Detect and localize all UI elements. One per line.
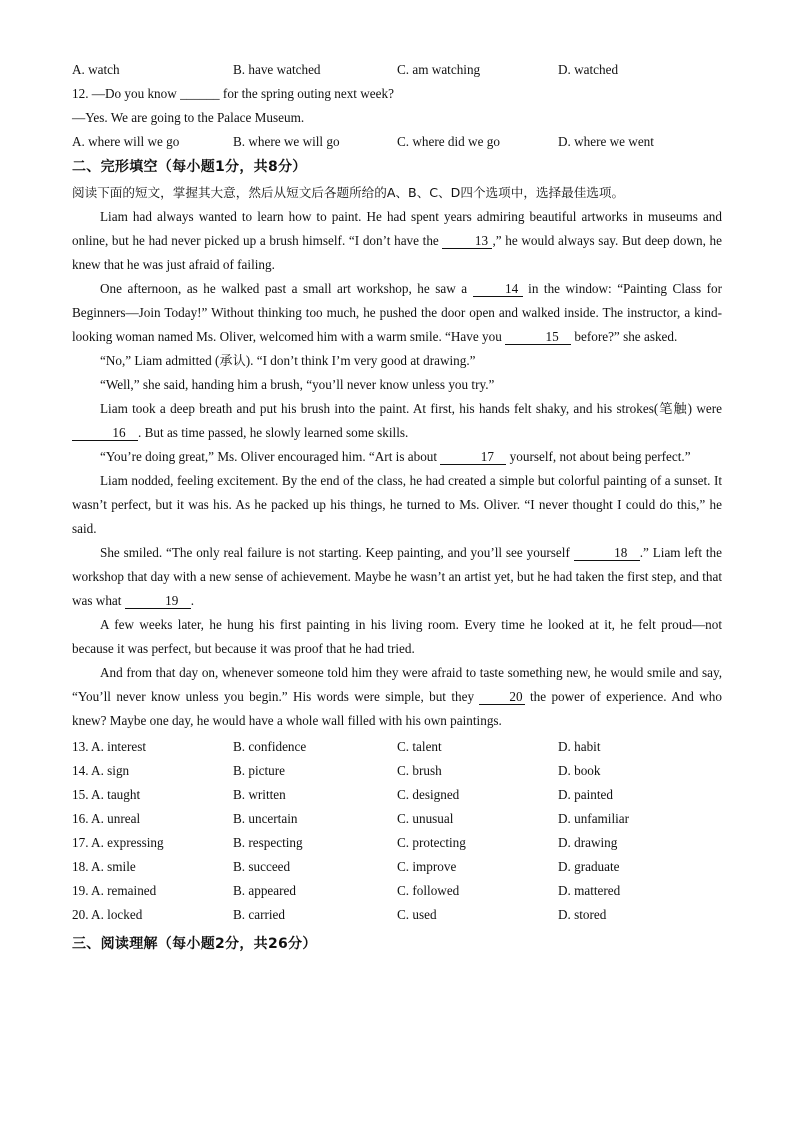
- q14-option-c: C. brush: [397, 763, 442, 778]
- section2-title: 二、完形填空（每小题1分，共8分）: [72, 159, 307, 175]
- passage-paragraph-6: “You’re doing great,” Ms. Oliver encouraged him. “Art is about 17 yourself, not about being perfect.”: [100, 449, 691, 464]
- passage-paragraph-4: “Well,” she said, handing him a brush, “you’ll never know unless you try.”: [100, 377, 495, 392]
- blank-14: 14: [473, 281, 523, 297]
- q12-option-b: B. where we will go: [233, 134, 340, 149]
- q20-option-d: D. stored: [558, 907, 607, 922]
- passage-paragraph-8: She smiled. “The only real failure is not starting. Keep painting, and you’ll see yourself 18 .” Liam left the workshop that day with a new sense of achievement. Maybe he wasn’t an artist yet, but he had taken the first step, and that was what 19 .: [72, 545, 722, 608]
- q19-option-c: C. followed: [397, 883, 460, 898]
- cloze-options-row: [72, 735, 722, 759]
- q13-option-a: 13. A. interest: [72, 739, 146, 754]
- section2-instruction: 阅读下面的短文，掌握其大意，然后从短文后各题所给的A、B、C、D四个选项中，选择最佳选项。: [72, 185, 625, 200]
- q11-option-b: B. have watched: [233, 62, 321, 77]
- q18-option-c: C. improve: [397, 859, 457, 874]
- blank-19: 19: [125, 593, 191, 609]
- q19-option-b: B. appeared: [233, 883, 296, 898]
- q20-option-a: 20. A. locked: [72, 907, 143, 922]
- cloze-options-row: [72, 831, 722, 855]
- blank-17: 17: [440, 449, 506, 465]
- passage-paragraph-2: One afternoon, as he walked past a small art workshop, he saw a 14 in the window: “Painting Class for Beginners—Join Today!” Without thinking too much, he pushed the door open and walked inside. The instructor, a kind-looking woman named Ms. Oliver, welcomed him with a warm smile. “Have you 15 before?” she asked.: [72, 281, 722, 344]
- q12-option-c: C. where did we go: [397, 134, 500, 149]
- q18-option-d: D. graduate: [558, 859, 620, 874]
- q14-option-d: D. book: [558, 763, 601, 778]
- q19-option-a: 19. A. remained: [72, 883, 157, 898]
- q12-question: 12. —Do you know ______ for the spring outing next week?: [72, 86, 394, 101]
- cloze-options-row: [72, 759, 722, 783]
- q16-option-a: 16. A. unreal: [72, 811, 141, 826]
- cloze-options-row: [72, 807, 722, 831]
- q18-option-a: 18. A. smile: [72, 859, 136, 874]
- q17-option-c: C. protecting: [397, 835, 466, 850]
- blank-15: 15: [505, 329, 571, 345]
- q15-option-a: 15. A. taught: [72, 787, 141, 802]
- q15-option-d: D. painted: [558, 787, 613, 802]
- blank-18: 18: [574, 545, 640, 561]
- passage-paragraph-9: A few weeks later, he hung his first painting in his living room. Every time he looked at it, he felt proud—not because it was perfect, but because it was proof that he had tried.: [72, 617, 722, 656]
- q12-options: [72, 130, 722, 154]
- cloze-options-row: [72, 903, 722, 927]
- q15-option-b: B. written: [233, 787, 286, 802]
- passage-paragraph-5: Liam took a deep breath and put his brush into the paint. At first, his hands felt shaky, and his strokes(笔触) were 16 . But as time passed, he slowly learned some skills.: [72, 397, 722, 445]
- q15-option-c: C. designed: [397, 787, 460, 802]
- section3-title: 三、阅读理解（每小题2分，共26分）: [72, 936, 317, 952]
- q13-option-c: C. talent: [397, 739, 442, 754]
- q13-option-d: D. habit: [558, 739, 601, 754]
- passage-paragraph-7: Liam nodded, feeling excitement. By the end of the class, he had created a simple but colorful painting of a sunset. It wasn’t perfect, but it was his. As he packed up his things, he turned to Ms. Oliver. “I never thought I could do this,” he said.: [72, 473, 722, 536]
- q12-option-a: A. where will we go: [72, 134, 180, 149]
- q11-option-a: A. watch: [72, 62, 120, 77]
- blank-13: 13: [442, 233, 492, 249]
- blank-16: 16: [72, 425, 138, 441]
- cloze-options-row: [72, 783, 722, 807]
- q20-option-c: C. used: [397, 907, 437, 922]
- q12-option-d: D. where we went: [558, 134, 654, 149]
- cloze-options-row: [72, 855, 722, 879]
- q17-option-a: 17. A. expressing: [72, 835, 164, 850]
- q11-options: [72, 58, 722, 82]
- q18-option-b: B. succeed: [233, 859, 291, 874]
- q16-option-c: C. unusual: [397, 811, 454, 826]
- q19-option-d: D. mattered: [558, 883, 621, 898]
- q13-option-b: B. confidence: [233, 739, 307, 754]
- q14-option-a: 14. A. sign: [72, 763, 130, 778]
- passage-paragraph-3: “No,” Liam admitted (承认). “I don’t think I’m very good at drawing.”: [100, 353, 476, 368]
- blank-20: 20: [479, 689, 524, 705]
- q20-option-b: B. carried: [233, 907, 285, 922]
- q14-option-b: B. picture: [233, 763, 286, 778]
- q12-answer-line: —Yes. We are going to the Palace Museum.: [72, 110, 305, 125]
- q16-option-d: D. unfamiliar: [558, 811, 630, 826]
- q17-option-d: D. drawing: [558, 835, 618, 850]
- passage-paragraph-1: Liam had always wanted to learn how to paint. He had spent years admiring beautiful artworks in museums and online, but he had never picked up a brush himself. “I don’t have the 13 ,” he would always say. But deep down, he knew that he was just afraid of failing.: [72, 209, 723, 272]
- exam-page: [72, 58, 722, 957]
- cloze-options: [72, 735, 722, 927]
- q16-option-b: B. uncertain: [233, 811, 298, 826]
- q11-option-c: C. am watching: [397, 62, 481, 77]
- q17-option-b: B. respecting: [233, 835, 303, 850]
- passage-paragraph-10: And from that day on, whenever someone told him they were afraid to taste something new, he would smile and say, “You’ll never know unless you begin.” His words were simple, but they 20 the power of experience. And who knew? Maybe one day, he would have a whole wall filled with his own paintings.: [72, 665, 722, 728]
- cloze-options-row: [72, 879, 722, 903]
- q11-option-d: D. watched: [558, 62, 619, 77]
